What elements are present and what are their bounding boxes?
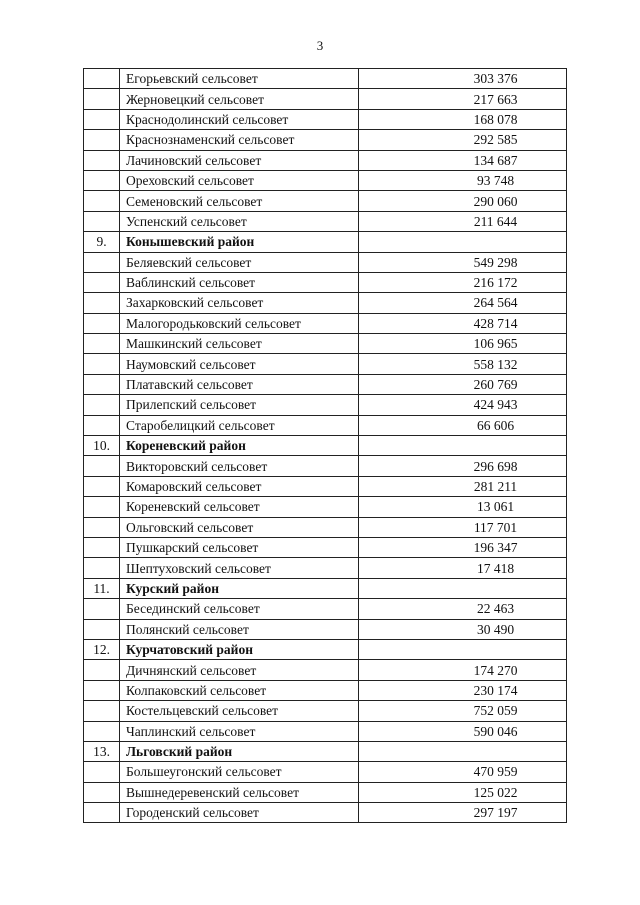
council-name-cell: Успенский сельсовет [120,211,359,231]
amount-cell: 281 211 [359,476,567,496]
amount-cell: 17 418 [359,558,567,578]
amount-cell: 558 132 [359,354,567,374]
council-name-cell: Старобелицкий сельсовет [120,415,359,435]
council-name-cell: Егорьевский сельсовет [120,69,359,89]
table-row [84,782,567,802]
row-number-cell [84,69,120,89]
amount-cell: 264 564 [359,293,567,313]
amount-cell: 13 061 [359,497,567,517]
row-number-cell [84,109,120,129]
table-body [84,69,567,823]
row-number-cell [84,130,120,150]
row-number-cell [84,89,120,109]
amount-cell: 470 959 [359,762,567,782]
amount-cell: 549 298 [359,252,567,272]
amount-cell: 211 644 [359,211,567,231]
amount-cell: 93 748 [359,170,567,190]
council-name-cell: Пушкарский сельсовет [120,537,359,557]
district-row [84,232,567,252]
table-row [84,599,567,619]
amount-cell [359,578,567,598]
council-name-cell: Дичнянский сельсовет [120,660,359,680]
amount-cell: 196 347 [359,537,567,557]
amount-cell: 117 701 [359,517,567,537]
row-number-cell: 13. [84,741,120,761]
row-number-cell [84,252,120,272]
amount-cell: 296 698 [359,456,567,476]
row-number-cell [84,782,120,802]
district-name-cell: Кореневский район [120,436,359,456]
row-number-cell [84,599,120,619]
table-row [84,680,567,700]
row-number-cell [84,803,120,823]
table-row [84,334,567,354]
district-name-cell: Курчатовский район [120,639,359,659]
amount-cell: 134 687 [359,150,567,170]
row-number-cell [84,497,120,517]
table-row [84,89,567,109]
table-row [84,69,567,89]
row-number-cell: 12. [84,639,120,659]
district-name-cell: Льговский район [120,741,359,761]
council-name-cell: Захарковский сельсовет [120,293,359,313]
row-number-cell [84,415,120,435]
table-row [84,415,567,435]
council-name-cell: Семеновский сельсовет [120,191,359,211]
row-number-cell [84,517,120,537]
row-number-cell [84,334,120,354]
council-name-cell: Городенский сельсовет [120,803,359,823]
table-row [84,476,567,496]
table-row [84,517,567,537]
council-name-cell: Краснодолинский сельсовет [120,109,359,129]
amount-cell: 752 059 [359,701,567,721]
council-name-cell: Беляевский сельсовет [120,252,359,272]
table-row [84,374,567,394]
amount-cell: 66 606 [359,415,567,435]
amount-cell: 216 172 [359,272,567,292]
amount-cell: 292 585 [359,130,567,150]
amount-cell: 30 490 [359,619,567,639]
row-number-cell [84,537,120,557]
table-row [84,537,567,557]
row-number-cell [84,660,120,680]
row-number-cell: 11. [84,578,120,598]
table-row [84,497,567,517]
council-name-cell: Колпаковский сельсовет [120,680,359,700]
amount-cell [359,639,567,659]
council-name-cell: Костельцевский сельсовет [120,701,359,721]
row-number-cell [84,170,120,190]
council-name-cell: Чаплинский сельсовет [120,721,359,741]
row-number-cell [84,150,120,170]
row-number-cell [84,211,120,231]
table-row [84,130,567,150]
amount-cell: 260 769 [359,374,567,394]
row-number-cell [84,293,120,313]
amount-cell: 106 965 [359,334,567,354]
amount-cell [359,436,567,456]
table-row [84,150,567,170]
page-number: 3 [316,38,324,53]
council-name-cell: Прилепский сельсовет [120,395,359,415]
row-number-cell: 9. [84,232,120,252]
row-number-cell [84,191,120,211]
table-row [84,619,567,639]
council-name-cell: Ореховский сельсовет [120,170,359,190]
table-row [84,660,567,680]
table-row [84,762,567,782]
council-name-cell: Ольговский сельсовет [120,517,359,537]
council-name-cell: Полянский сельсовет [120,619,359,639]
table-row [84,293,567,313]
table-row [84,252,567,272]
council-name-cell: Краснознаменский сельсовет [120,130,359,150]
council-name-cell: Лачиновский сельсовет [120,150,359,170]
amount-cell: 290 060 [359,191,567,211]
row-number-cell: 10. [84,436,120,456]
table-row [84,313,567,333]
row-number-cell [84,313,120,333]
amount-cell [359,232,567,252]
district-row [84,436,567,456]
row-number-cell [84,476,120,496]
table-row [84,395,567,415]
row-number-cell [84,680,120,700]
amount-cell: 424 943 [359,395,567,415]
council-name-cell: Машкинский сельсовет [120,334,359,354]
table-row [84,191,567,211]
table-row [84,109,567,129]
row-number-cell [84,395,120,415]
council-name-cell: Наумовский сельсовет [120,354,359,374]
council-name-cell: Ваблинский сельсовет [120,272,359,292]
row-number-cell [84,354,120,374]
amount-cell: 590 046 [359,721,567,741]
row-number-cell [84,456,120,476]
table-row [84,803,567,823]
table-row [84,272,567,292]
row-number-cell [84,558,120,578]
amount-cell: 230 174 [359,680,567,700]
table-row [84,354,567,374]
council-name-cell: Вышнедеревенский сельсовет [120,782,359,802]
amount-cell: 297 197 [359,803,567,823]
row-number-cell [84,374,120,394]
council-name-cell: Викторовский сельсовет [120,456,359,476]
council-name-cell: Большеугонский сельсовет [120,762,359,782]
district-name-cell: Конышевский район [120,232,359,252]
district-name-cell: Курский район [120,578,359,598]
council-name-cell: Малогородьковский сельсовет [120,313,359,333]
row-number-cell [84,721,120,741]
amount-cell: 428 714 [359,313,567,333]
row-number-cell [84,762,120,782]
council-name-cell: Жерновецкий сельсовет [120,89,359,109]
council-name-cell: Шептуховский сельсовет [120,558,359,578]
allocation-table [83,68,567,823]
district-row [84,741,567,761]
amount-cell: 22 463 [359,599,567,619]
row-number-cell [84,619,120,639]
council-name-cell: Комаровский сельсовет [120,476,359,496]
table-row [84,170,567,190]
amount-cell: 168 078 [359,109,567,129]
district-row [84,639,567,659]
table-row [84,721,567,741]
table-row [84,558,567,578]
table-row [84,211,567,231]
amount-cell [359,741,567,761]
amount-cell: 174 270 [359,660,567,680]
amount-cell: 125 022 [359,782,567,802]
row-number-cell [84,272,120,292]
amount-cell: 217 663 [359,89,567,109]
table-row [84,701,567,721]
amount-cell: 303 376 [359,69,567,89]
table-row [84,456,567,476]
district-row [84,578,567,598]
council-name-cell: Платавский сельсовет [120,374,359,394]
council-name-cell: Кореневский сельсовет [120,497,359,517]
row-number-cell [84,701,120,721]
council-name-cell: Бесединский сельсовет [120,599,359,619]
